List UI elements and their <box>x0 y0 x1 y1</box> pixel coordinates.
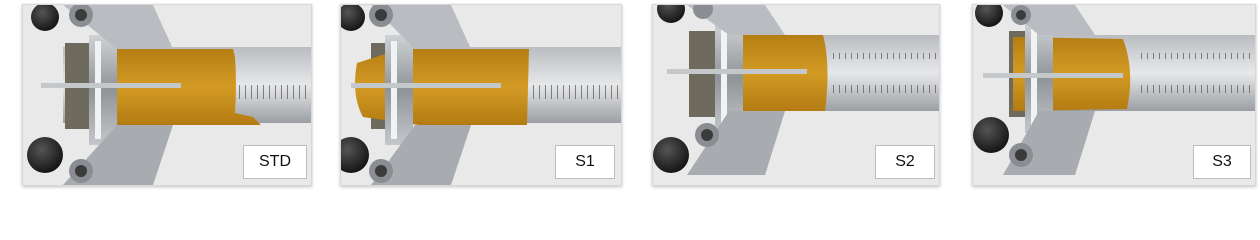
sample-label: S1 <box>555 145 615 179</box>
sample-label: S2 <box>875 145 935 179</box>
photo-panel-std <box>22 4 312 186</box>
sample-label: STD <box>243 145 307 179</box>
photo-panel-s3 <box>972 4 1256 186</box>
photo-panel-s1 <box>340 4 622 186</box>
sample-label: S3 <box>1193 145 1251 179</box>
photo-panel-s2 <box>652 4 940 186</box>
